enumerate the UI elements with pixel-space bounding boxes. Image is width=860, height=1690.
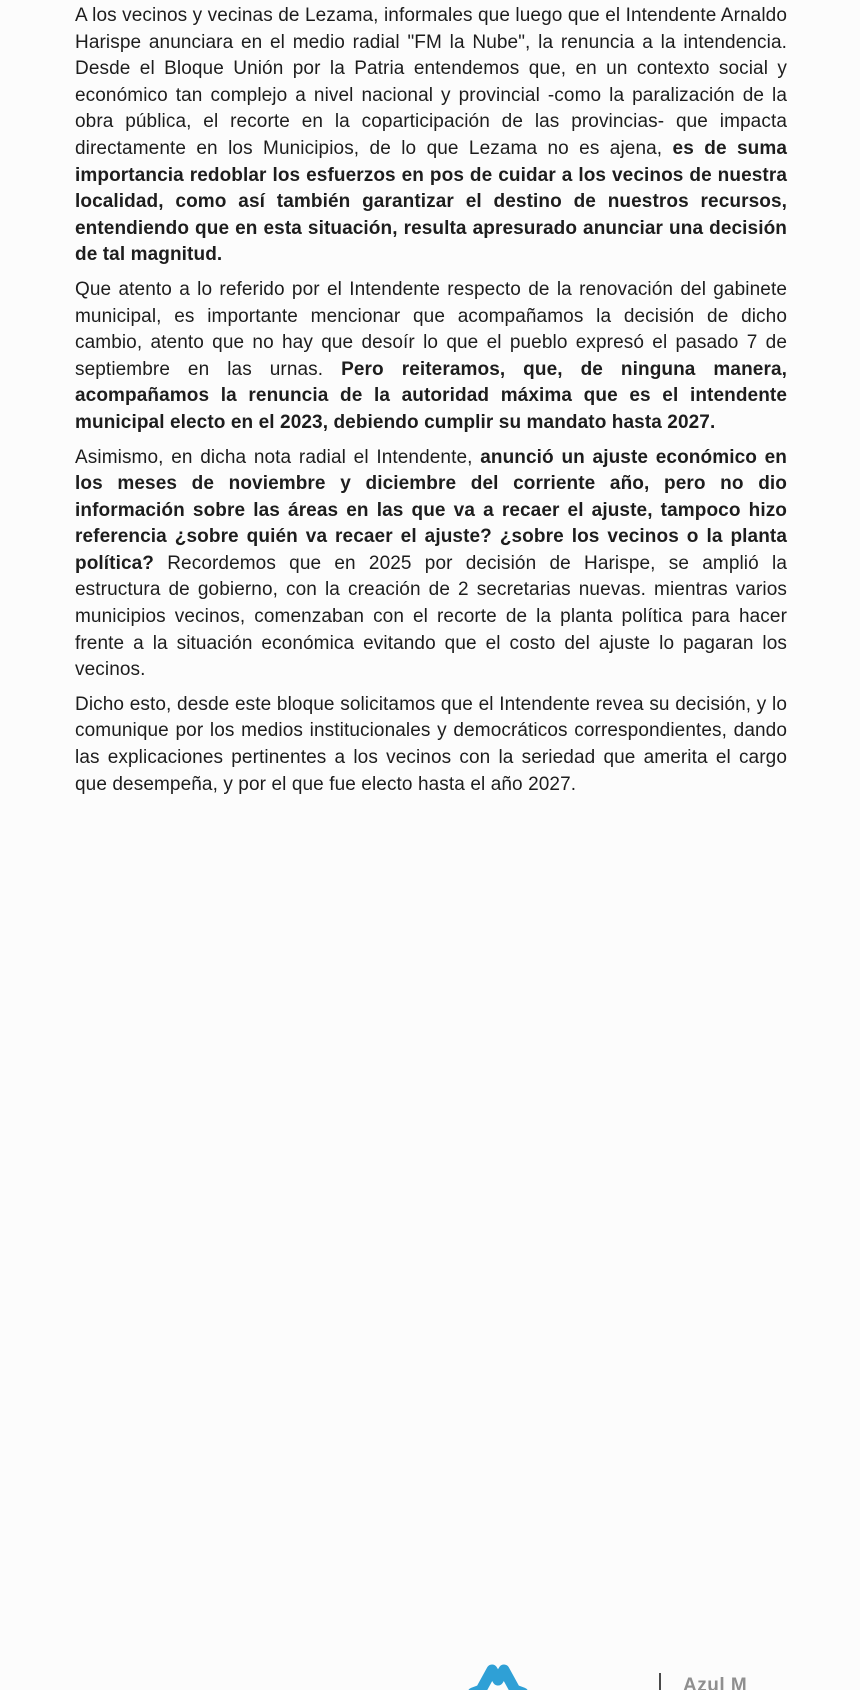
m-crown-icon-path [473,1670,523,1690]
paragraph [75,445,787,684]
text-segment: A los vecinos y vecinas de Lezama, informales que luego que el Intendente Arnaldo Harispe anunciara en el medio radial "FM la Nube", la renuncia a la intendencia. Desde el Bloque Unión por la Patria entendemos que, en un contexto social y económico tan complejo a nivel nacional y provincial -como la paralización de la obra pública, el recorte en la coparticipación de las provincias- que impacta directamente en los Municipios, de lo que Lezama no es ajena, [75,5,787,159]
text-segment: Dicho esto, desde este bloque solicitamos que el Intendente revea su decisión, y lo comunique por los medios institucionales y democráticos correspondientes, dando las explicaciones pertinentes a los vecinos con la seriedad que amerita el cargo que desempeña, y por el que fue electo hasta el año 2027. [75,693,787,795]
paragraph [75,692,787,798]
m-crown-icon [465,1661,531,1690]
document-body [75,3,787,806]
bold-text-segment: Pero reiteramos, que, de ninguna manera, acompañamos la renuncia de la autoridad máxima que es el intendente municipal electo en el 2023, debiendo cumplir su mandato hasta 2027. [75,358,787,433]
brand-separator [659,1673,661,1690]
footer [0,830,860,1690]
text-segment: Recordemos que en 2025 por decisión de Harispe, se amplió la estructura de gobierno, con la creación de 2 secretarias nuevas. mientras varios municipios vecinos, comenzaban con el recorte de la planta política para hacer frente a la situación económica evitando que el costo del ajuste lo pagaran los vecinos. [75,552,787,681]
text-segment: Que atento a lo referido por el Intendente respecto de la renovación del gabinete municipal, es importante mencionar que acompañamos la decisión de dicho cambio, atento que no hay que desoír lo que el pueblo expresó el pasado 7 de septiembre en las urnas. [75,278,787,380]
paragraph [75,277,787,437]
paragraph [75,3,787,269]
brand-text: Azul M [683,1675,748,1690]
text-segment: Asimismo, en dicha nota radial el Intendente, [75,446,481,468]
bold-text-segment: es de suma importancia redoblar los esfuerzos en pos de cuidar a los vecinos de nuestra localidad, como así también garantizar el destino de nuestros recursos, entendiendo que en esta situación, resulta apresurado anunciar una decisión de tal magnitud. [75,137,788,266]
bold-text-segment: anunció un ajuste económico en los meses de noviembre y diciembre del corriente año, pero no dio información sobre las áreas en las que va a recaer el ajuste, tampoco hizo referencia ¿sobre quién va recaer el ajuste? ¿sobre los vecinos o la planta política? [75,446,788,574]
